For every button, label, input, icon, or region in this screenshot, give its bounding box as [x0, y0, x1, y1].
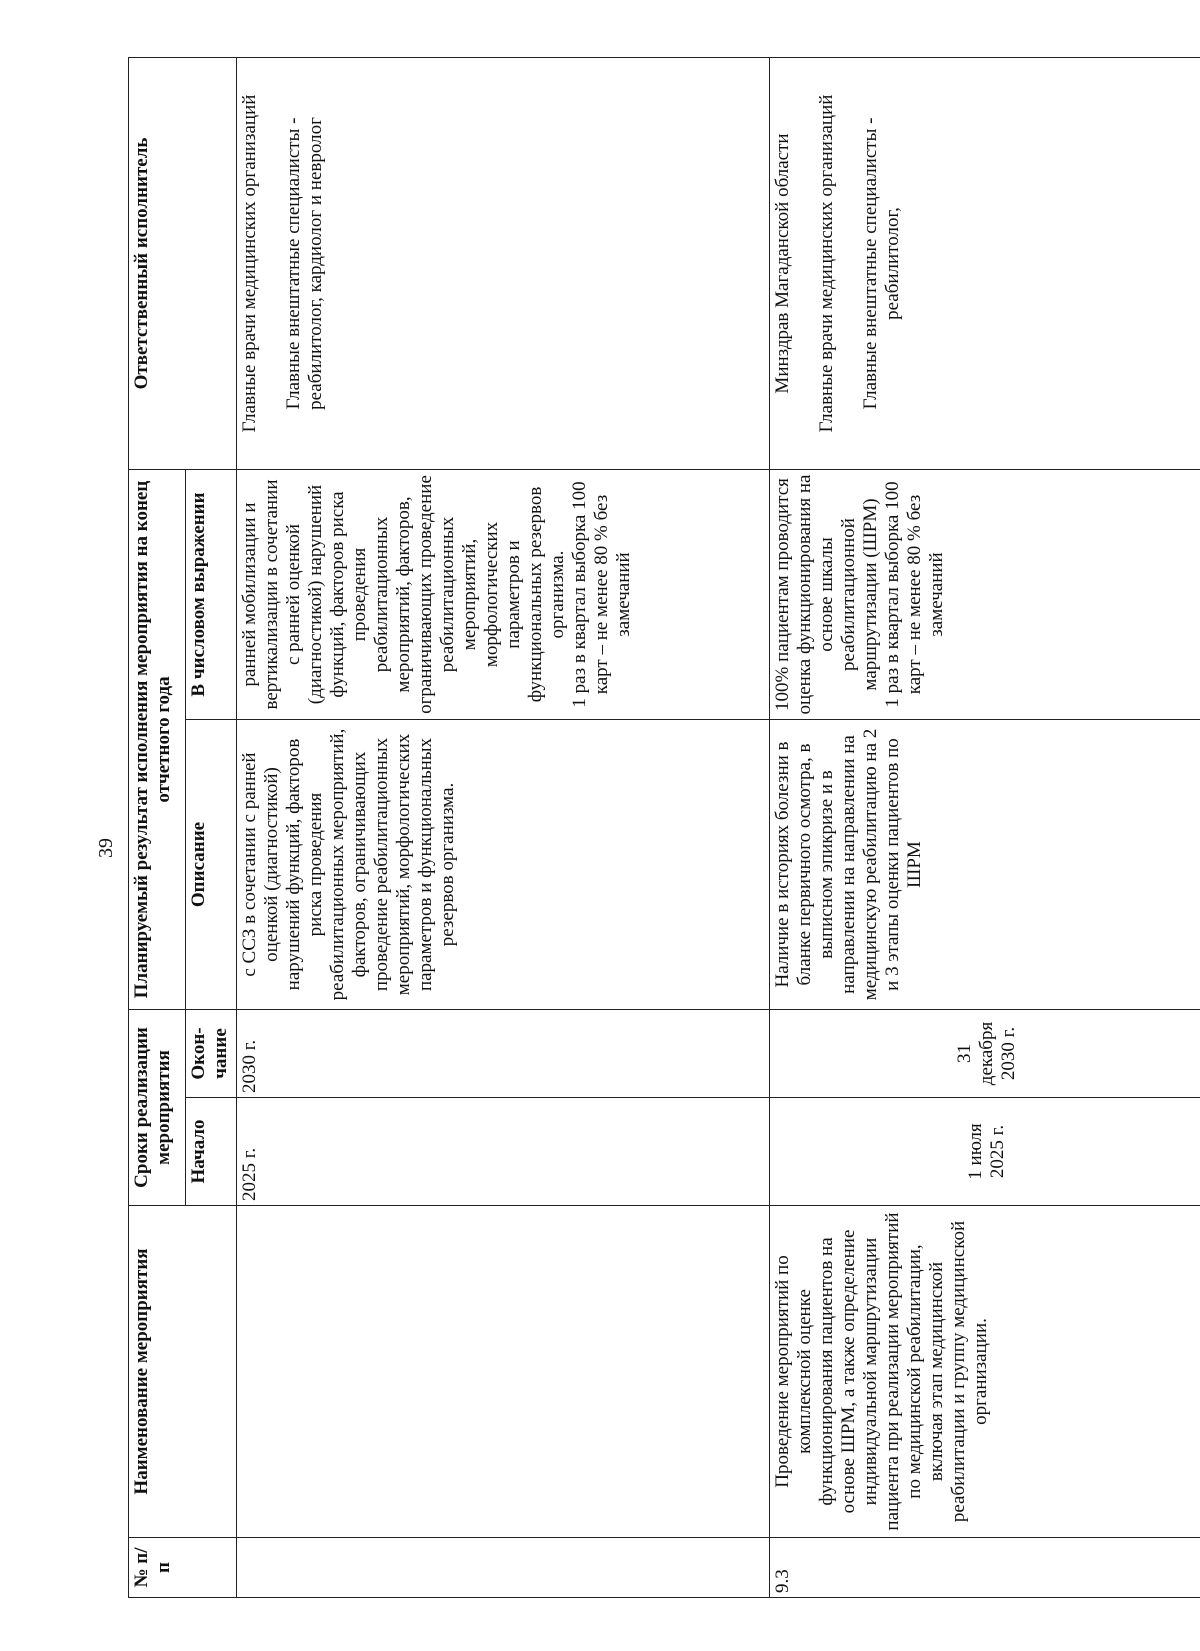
table-row	[770, 57, 1200, 1597]
cell-end: 2030 г.	[237, 1010, 770, 1098]
activities-table	[128, 57, 1200, 1598]
rotated-table-sheet	[128, 58, 1188, 1598]
cell-num	[237, 1538, 770, 1598]
header-executor: Ответственный исполнитель	[129, 57, 237, 469]
cell-executor: Минздрав Магаданской области Главные врачи медицинских организаций Главные внештатные специалисты - реабилитолог,	[770, 57, 1200, 469]
cell-end: 31 декабря 2030 г.	[770, 1010, 1200, 1098]
cell-executor: Главные врачи медицинских организаций Главные внештатные специалисты - реабилитолог, кардиолог и невролог	[237, 57, 770, 469]
header-terms: Сроки реализации мероприятия	[129, 1010, 186, 1206]
header-description: Описание	[186, 720, 237, 1010]
header-end: Окон-чание	[186, 1010, 237, 1098]
header-name: Наименование мероприятия	[129, 1206, 237, 1538]
header-start: Начало	[186, 1098, 237, 1206]
cell-num: 9.3	[770, 1538, 1200, 1598]
header-numeric: В числовом выражении	[186, 469, 237, 719]
cell-description: Наличие в историях болезни в бланке первичного осмотра, в выписном эпикризе и в направлении на направлении на медицинскую реабилитацию на 2 и 3 этапы оценки пациентов по ШРМ	[770, 720, 1200, 1010]
cell-numeric: ранней мобилизации и вертикализации в сочетании с ранней оценкой (диагностикой) нарушений функций, факторов риска проведения реабилитационных мероприятий, факторов, ограничивающих проведение реабилитационных мероприятий, морфологических параметров и функциональных резервов организма. 1 раз в квартал выборка 100 карт – не менее 80 % без замечаний	[237, 469, 770, 719]
table-row	[237, 57, 770, 1597]
cell-numeric: 100% пациентам проводится оценка функционирования на основе шкалы реабилитационной маршрутизации (ШРМ) 1 раз в квартал выборка 100 карт – не менее 80 % без замечаний	[770, 469, 1200, 719]
cell-start: 1 июля 2025 г.	[770, 1098, 1200, 1206]
cell-name	[237, 1206, 770, 1538]
cell-description: с ССЗ в сочетании с ранней оценкой (диагностикой) нарушений функций, факторов риска проведения реабилитационных мероприятий, факторов, ограничивающих проведение реабилитационных мероприятий, морфологических параметров и функциональных резервов организма.	[237, 720, 770, 1010]
cell-name: Проведение мероприятий по комплексной оценке функционирования пациентов на основе ШРМ, а также определение индивидуальной маршрутизации пациента при реализации мероприятий по медицинской реабилитации, включая этап медицинской реабилитации и группу медицинской организации.	[770, 1206, 1200, 1538]
header-result: Планируемый результат исполнения мероприятия на конец отчетного года	[129, 469, 186, 1009]
page-number: 39	[95, 838, 117, 858]
cell-start: 2025 г.	[237, 1098, 770, 1206]
header-num: № п/п	[129, 1538, 237, 1598]
